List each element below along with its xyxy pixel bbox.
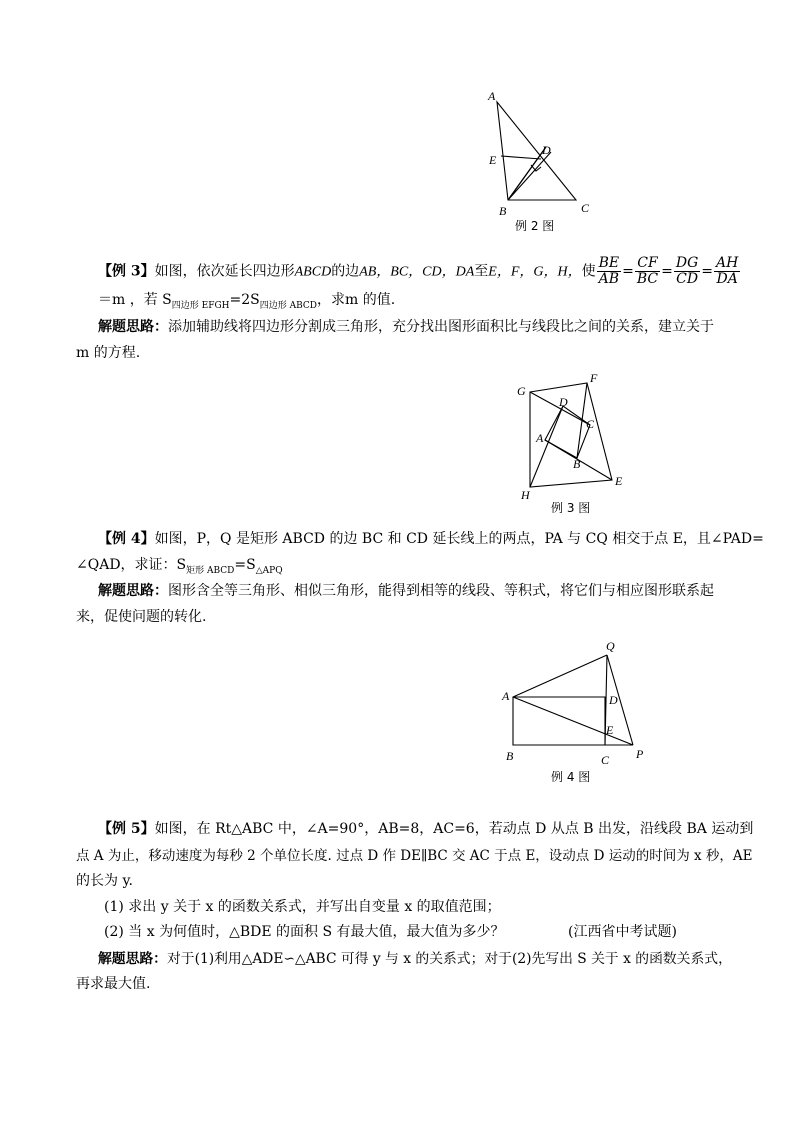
fig2-label-c: C (581, 201, 590, 215)
fraction-dg-cd: $\frac{DG}{CD}$ (675, 255, 699, 287)
fig3-label-h: H (521, 488, 530, 502)
example-5-source: (江西省中考试题) (568, 924, 677, 940)
segment-aq (513, 655, 607, 697)
example-5-statement-2: 点 A 为止，移动速度为每秒 2 个单位长度. 过点 D 作 DE∥BC 交 AC 于点 E，设动点 D 运动的时间为 x 秒，AE (76, 848, 753, 864)
hint-label: 解题思路： (98, 951, 167, 967)
fig3-caption: 例 3 图 (551, 501, 591, 515)
fig2-label-e: E (489, 153, 497, 167)
example-3-hint-cont: m 的方程. (76, 345, 141, 361)
hint-label: 解题思路： (98, 583, 168, 599)
example-5-statement: 【例 5】如图，在 Rt△ABC 中，∠A=90°，AB=8，AC=6，若动点 D 从点 B 出发，沿线段 BA 运动到 (98, 821, 754, 837)
example-5-tag: 【例 5】 (98, 821, 155, 837)
fig4-label-b: B (506, 749, 514, 763)
example-4-hint-cont: 来，促使问题的转化. (76, 609, 207, 625)
fig4-label-c: C (601, 753, 610, 767)
rectangle-abcd (513, 697, 605, 745)
fig4-label-a: A (502, 689, 510, 703)
example-4-hint: 解题思路：图形含全等三角形、相似三角形，能得到相等的线段、等积式，将它们与相应图形联系起 (98, 583, 714, 599)
fig3-label-b: B (573, 457, 581, 471)
fraction-ah-da: $\frac{AH}{DA}$ (716, 255, 739, 287)
example-3-tag: 【例 3】 (98, 263, 155, 280)
example-3-condition: ＝m ，若 $S_{四边形 EFGH}=2S_{四边形 ABCD}$，求m 的值. (98, 292, 396, 311)
fig3-label-g: G (517, 384, 526, 398)
fraction-be-ab: $\frac{BE}{AB}$ (598, 255, 620, 287)
example-4-tag: 【例 4】 (98, 531, 155, 547)
example-5-hint: 解题思路：对于(1)利用△ADE∽△ABC 可得 y 与 x 的关系式；对于(2)先写出 S 关于 x 的函数关系式， (98, 951, 732, 967)
fig4-label-p: P (636, 747, 644, 761)
fig2-label-d: D (542, 143, 551, 157)
fig4-label-d: D (609, 693, 618, 707)
fig3-label-e: E (615, 474, 623, 488)
example-5-hint-cont: 再求最大值. (76, 976, 151, 992)
hint-label: 解题思路： (98, 319, 168, 335)
fraction-cf-bc: $\frac{CF}{BC}$ (636, 255, 659, 287)
fig3-label-f: F (590, 371, 598, 385)
fig3-label-a: A (536, 431, 544, 445)
fig4-caption: 例 4 图 (551, 770, 591, 784)
fig4-label-e: E (606, 723, 614, 737)
fig2-label-a: A (488, 89, 496, 103)
example-4-statement: 【例 4】如图，P，Q 是矩形 ABCD 的边 BC 和 CD 延长线上的两点，PA 与 CQ 相交于点 E，且∠PAD= (98, 531, 764, 547)
example-3-hint: 解题思路：添加辅助线将四边形分割成三角形，充分找出图形面积比与线段比之间的关系，建立关于 (98, 319, 714, 335)
fig4-label-q: Q (606, 639, 615, 653)
example-5-question-2: (2) 当 x 为何值时，△BDE 的面积 S 有最大值，最大值为多少？ (104, 924, 505, 940)
fig2-label-b: B (499, 204, 507, 218)
fig2-caption: 例 2 图 (515, 219, 555, 233)
example-5-statement-3: 的长为 y. (76, 873, 133, 889)
fig3-label-d: D (559, 395, 568, 409)
example-5-question-1: (1) 求出 y 关于 x 的函数关系式，并写出自变量 x 的取值范围； (104, 899, 501, 915)
example-3-statement: 【例 3】如图，依次延长四边形ABCD的边AB，BC，CD，DA至E，F，G，H，使 $\frac{BE}{AB}$ = $\frac{CF}{BC}$ = $\frac{DG}{CD}$ = $\frac{AH}{DA}$ (98, 255, 739, 287)
fig3-label-c: C (586, 417, 595, 431)
example-4-proof-goal: ∠QAD，求证：$S_{矩形 ABCD}=S_{\triangle APQ}$ (76, 557, 283, 576)
